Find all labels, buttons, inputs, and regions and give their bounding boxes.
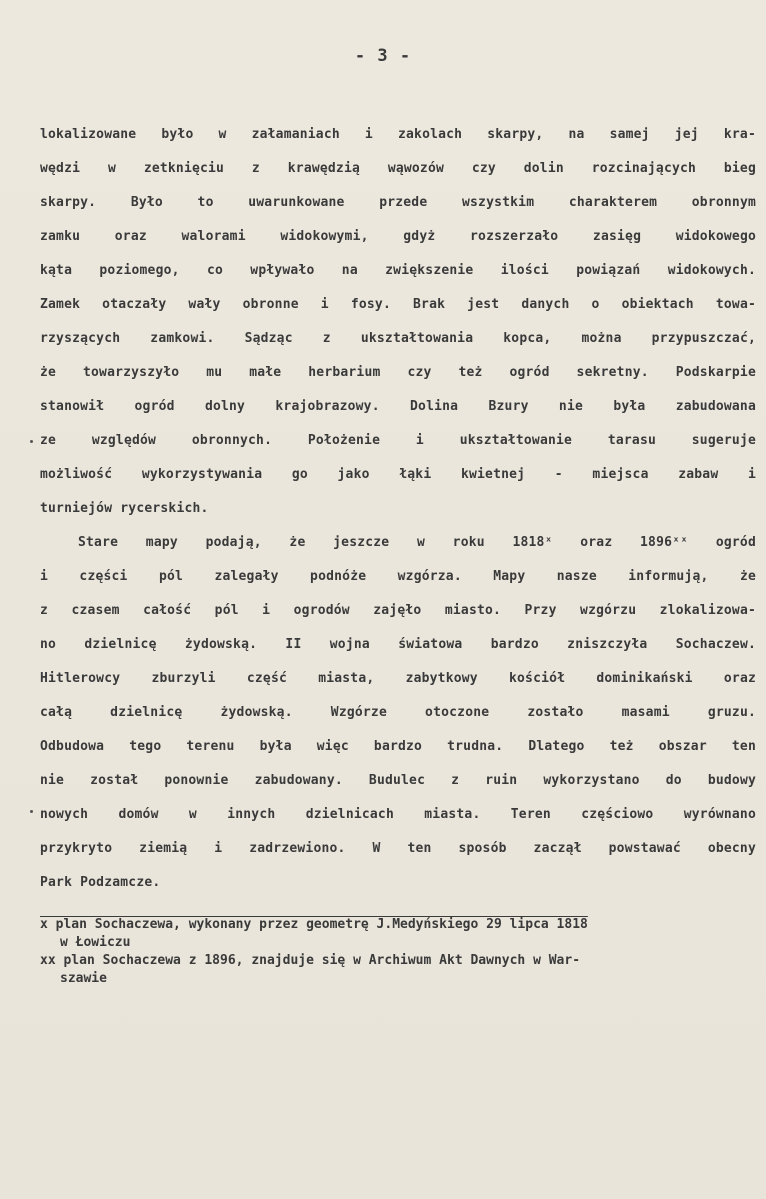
text-line: zamku oraz walorami widokowymi, gdyż rozszerzało zasięg widokowego <box>40 229 756 244</box>
text-line: z czasem całość pól i ogrodów zajęło miasto. Przy wzgórzu zlokalizowa- <box>40 603 756 618</box>
margin-mark <box>30 810 33 813</box>
footnote: xx plan Sochaczewa z 1896, znajduje się w Archiwum Akt Dawnych w War- <box>40 953 581 968</box>
text-line: no dzielnicę żydowską. II wojna światowa bardzo zniszczyła Sochaczew. <box>40 637 756 652</box>
text-line: stanowił ogród dolny krajobrazowy. Dolina Bzury nie była zabudowana <box>40 399 756 414</box>
footnote-continuation: w Łowiczu <box>60 935 131 950</box>
text-line: rzyszących zamkowi. Sądząc z ukształtowania kopca, można przypuszczać, <box>40 331 756 346</box>
text-line: że towarzyszyło mu małe herbarium czy też ogród sekretny. Podskarpie <box>40 365 756 380</box>
text-line: nie został ponownie zabudowany. Budulec z ruin wykorzystano do budowy <box>40 773 756 788</box>
text-line: lokalizowane było w załamaniach i zakolach skarpy, na samej jej kra- <box>40 127 756 142</box>
page-number: - 3 - <box>354 46 412 66</box>
text-line: ze względów obronnych. Położenie i ukształtowanie tarasu sugeruje <box>40 433 756 448</box>
text-line: przykryto ziemią i zadrzewiono. W ten sposób zaczął powstawać obecny <box>40 841 756 856</box>
text-line: Odbudowa tego terenu była więc bardzo trudna. Dlatego też obszar ten <box>40 739 756 754</box>
text-line: całą dzielnicę żydowską. Wzgórze otoczone zostało masami gruzu. <box>40 705 756 720</box>
text-line: skarpy. Było to uwarunkowane przede wszystkim charakterem obronnym <box>40 195 756 210</box>
text-line: Park Podzamcze. <box>40 875 161 890</box>
footnotes <box>40 916 756 988</box>
text-line: kąta poziomego, co wpływało na zwiększenie ilości powiązań widokowych. <box>40 263 756 278</box>
text-line: wędzi w zetknięciu z krawędzią wąwozów czy dolin rozcinających bieg <box>40 161 756 176</box>
margin-mark <box>30 440 33 443</box>
text-line: Hitlerowcy zburzyli część miasta, zabytkowy kościół dominikański oraz <box>40 671 756 686</box>
text-line: możliwość wykorzystywania go jako łąki kwietnej - miejsca zabaw i <box>40 467 756 482</box>
text-line: Zamek otaczały wały obronne i fosy. Brak jest danych o obiektach towa- <box>40 297 756 312</box>
paragraph-1 <box>40 118 756 526</box>
paragraph-2 <box>40 526 756 900</box>
body-text <box>40 118 756 900</box>
footnote: x plan Sochaczewa, wykonany przez geometrę J.Medyńskiego 29 lipca 1818 <box>40 917 588 932</box>
text-line: nowych domów w innych dzielnicach miasta. Teren częściowo wyrównano <box>40 807 756 822</box>
text-line: turniejów rycerskich. <box>40 501 209 516</box>
footnote-continuation: szawie <box>60 971 107 986</box>
text-line: i części pól zalegały podnóże wzgórza. Mapy nasze informują, że <box>40 569 756 584</box>
text-line: Stare mapy podają, że jeszcze w roku 1818ˣ oraz 1896ˣˣ ogród <box>78 535 756 550</box>
